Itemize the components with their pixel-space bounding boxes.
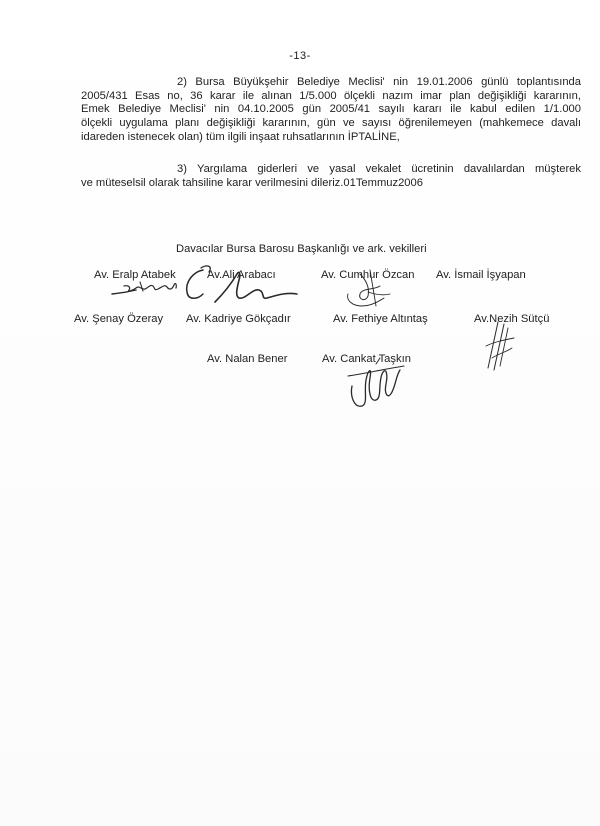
signatory-name: Av. Şenay Özeray xyxy=(74,313,164,325)
signatory-name: Av.Nezih Sütçü xyxy=(474,313,550,325)
signatory-name: Av. Cumhur Özcan xyxy=(321,269,415,281)
handwritten-signature xyxy=(340,356,410,416)
paragraph-2-line: Emek Belediye Meclisi' nin 04.10.2005 gün 2005/41 sayılı kararı ile kabul edilen 1/1.000 xyxy=(81,103,581,116)
paragraph-2-line: ölçekli uygulama planı değişikliği kararının, gün ve sayısı öğrenilemeyen (mahkemece davalı xyxy=(81,117,581,130)
signatory-name: Av. Kadriye Gökçadır xyxy=(186,313,291,325)
signatory-name: Av. İsmail İşyapan xyxy=(436,269,526,281)
paragraph-3-line: ve müteselsil olarak tahsiline karar verilmesini dileriz.01Temmuz2006 xyxy=(81,176,423,189)
paragraph-2-line: idareden istenecek olan) tüm ilgili inşaat ruhsatlarının İPTALİNE, xyxy=(81,130,400,143)
signatory-name: Av.Ali Arabacı xyxy=(207,269,276,281)
paragraph-3-line: 3) Yargılama giderleri ve yasal vekalet ücretinin davalılardan müşterek xyxy=(177,163,581,175)
signatories-heading: Davacılar Bursa Barosu Başkanlığı ve ark. vekilleri xyxy=(176,243,427,255)
signatory-name: Av. Cankat Taşkın xyxy=(322,353,411,365)
paragraph-2-line: 2) Bursa Büyükşehir Belediye Meclisi' nin 19.01.2006 günlü toplantısında xyxy=(177,76,581,88)
handwritten-signature xyxy=(175,260,305,310)
signatory-name: Av. Nalan Bener xyxy=(207,353,288,365)
handwritten-signature xyxy=(478,318,523,373)
signatory-name: Av. Eralp Atabek xyxy=(94,269,176,281)
paragraph-2 xyxy=(81,76,581,145)
handwritten-signature xyxy=(340,266,400,316)
page-number: -13- xyxy=(289,50,311,62)
handwritten-signature xyxy=(110,278,185,300)
paragraph-2-line: 2005/431 Esas no, 36 karar ile alınan 1/5.000 ölçekli nazım imar plan değişikliği kararının, xyxy=(81,89,581,102)
paragraph-3 xyxy=(81,163,581,190)
signatory-name: Av. Fethiye Altıntaş xyxy=(333,313,428,325)
